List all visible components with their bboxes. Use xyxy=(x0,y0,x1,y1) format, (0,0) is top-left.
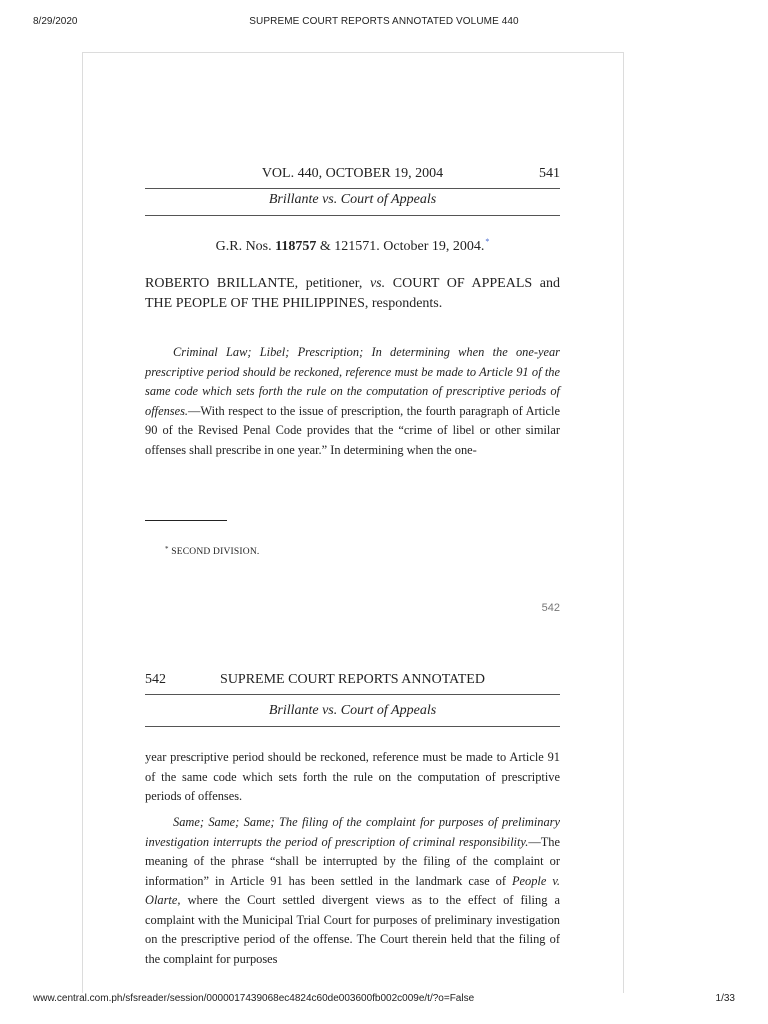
subtitle-rule xyxy=(145,726,560,727)
petitioner: ROBERTO BRILLANTE, petitioner, xyxy=(145,276,363,291)
page-number: 542 xyxy=(145,672,166,687)
respondents: COURT OF APPEALS and THE PEOPLE OF THE PHILIPPINES, respondents. xyxy=(145,276,561,311)
page-url: www.central.com.ph/sfsreader/session/0000017439068ec4824c60de003600fb002c009e/t/?o=False xyxy=(33,993,475,1004)
body-paragraph: year prescriptive period should be reckoned, reference must be made to Article 91 of the same code which sets forth the rule on the computation of prescriptive periods of offenses. xyxy=(145,750,560,803)
footnote-link[interactable]: * xyxy=(485,237,490,246)
subtitle-rule xyxy=(145,215,560,216)
header-rule xyxy=(145,694,560,695)
gr-prefix: G.R. Nos. xyxy=(215,239,272,254)
syllabus-body: —With respect to the issue of prescription, the fourth paragraph of Article 90 of the Revised Penal Code provides that the “crime of libel or other similar offenses shall prescribe in one year.” In determining when the one- xyxy=(145,403,560,457)
running-head-title: SUPREME COURT REPORTS ANNOTATED xyxy=(220,672,485,687)
page-break-marker: 542 xyxy=(541,602,560,614)
footnote-marker: * xyxy=(165,545,169,553)
footnote-rule xyxy=(145,520,227,521)
page-number: 541 xyxy=(539,166,560,181)
gr-number: 118757 xyxy=(275,239,317,254)
syllabus-body-cont: where the Court settled divergent views as to the effect of filing a complaint with the Municipal Trial Court for purposes of preliminary investigation on the prescriptive period of the offense. The Court therein held that the filing of the complaint for purposes xyxy=(145,893,560,966)
versus: vs. xyxy=(369,276,386,291)
footnote xyxy=(165,545,259,557)
gr-number-line xyxy=(145,234,560,255)
syllabus-keywords: Criminal Law; Libel; Prescription; In determining when the one-year prescriptive period should be reckoned, reference must be made to Article 91 of the same code which sets forth the rule on the computation of prescriptive periods of offenses. xyxy=(145,345,560,418)
running-head-title: VOL. 440, OCTOBER 19, 2004 xyxy=(261,166,444,181)
syllabus-body: —The meaning of the phrase “shall be interrupted by the filing of the complaint or information” in Article 91 has been settled in the landmark case of xyxy=(145,834,560,888)
syllabus-paragraph xyxy=(145,343,560,460)
footnote-text: SECOND DIVISION. xyxy=(171,547,260,557)
print-date: 8/29/2020 xyxy=(33,16,78,27)
case-subtitle: Brillante vs. Court of Appeals xyxy=(268,192,437,207)
syllabus-keywords: Same; Same; Same; The filing of the complaint for purposes of preliminary investigation interrupts the period of prescription of criminal responsibility. xyxy=(145,815,560,849)
parties xyxy=(145,274,560,314)
header-rule xyxy=(145,188,560,189)
case-subtitle: Brillante vs. Court of Appeals xyxy=(268,703,437,718)
gr-suffix: & 121571. October 19, 2004. xyxy=(319,239,485,254)
syllabus-paragraph xyxy=(145,813,560,969)
print-title: SUPREME COURT REPORTS ANNOTATED VOLUME 440 xyxy=(249,16,519,27)
case-citation: People v. Olarte, xyxy=(145,873,560,907)
print-page-count: 1/33 xyxy=(715,993,735,1004)
